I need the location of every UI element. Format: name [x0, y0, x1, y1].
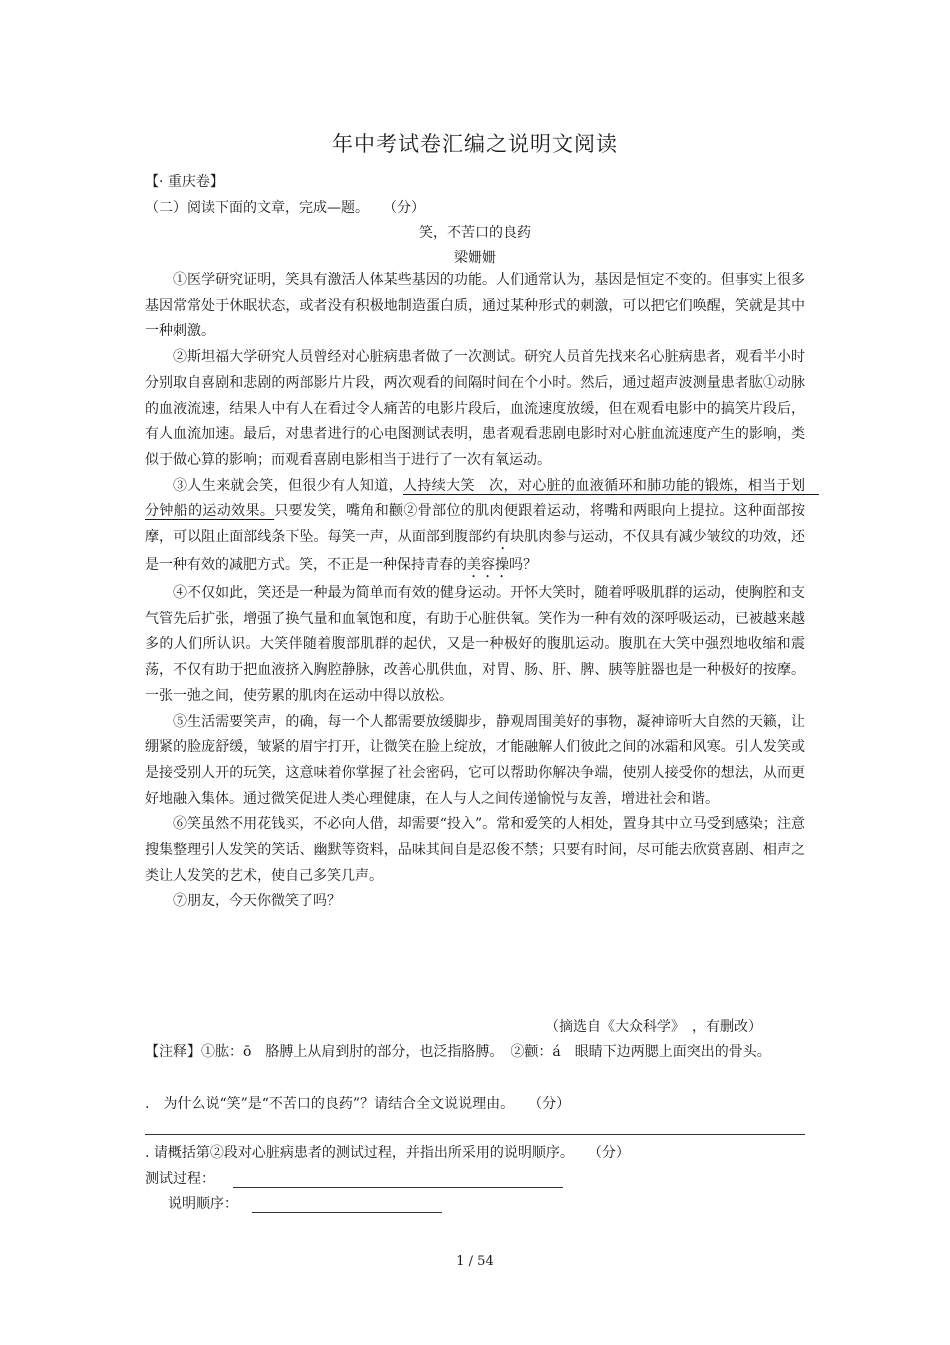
- p3-dotted-word-2: 美容操: [467, 557, 509, 574]
- paragraph-1: ①医学研究证明，笑具有激活人体某些基因的功能。人们通常认为，基因是恒定不变的。但事实上很多基因常常处于休眠状态，或者没有积极地制造蛋白质，通过某种形式的刺激，可以把它们唤醒，笑就是其中一种刺激。: [145, 272, 805, 340]
- question-1: . 为什么说“笑”是“不苦口的良药”？请结合全文说说理由。 （分）: [145, 1096, 571, 1112]
- page-number: 1 / 54: [456, 1254, 494, 1269]
- paragraph-3: [145, 474, 819, 581]
- article-title: 笑，不苦口的良药: [419, 225, 531, 241]
- p3-dotted-word: 有: [496, 529, 511, 546]
- p3-text-d: 吗？: [509, 557, 537, 574]
- annotation-notes: 【注释】①肱：ō 胳膊上从肩到肘的部分，也泛指胳膊。 ②颧：á 眼睛下边两腮上面突出的骨头。: [145, 1044, 771, 1060]
- question-2: . 请概括第②段对心脏病患者的测试过程，并指出所采用的说明顺序。 （分）: [145, 1145, 630, 1161]
- article-source: （摘选自《大众科学》 ，有删改）: [545, 1019, 762, 1035]
- q2-test-label: 测试过程：: [145, 1171, 215, 1187]
- answer-line-q1[interactable]: [145, 1134, 805, 1135]
- q2-test-blank[interactable]: [233, 1173, 563, 1188]
- paragraph-5: ⑤生活需要笑声，的确，每一个人都需要放缓脚步，静观周围美好的事物，凝神谛听大自然的天籁，让绷紧的脸庞舒缓，皱紧的眉宇打开，让微笑在脸上绽放，才能融解人们彼此之间的冰霜和风寒。引人发笑或是接受别人开的玩笑，这意味着你掌握了社会密码，它可以帮助你解决争端，使别人接受你的想法，从而更好地融入集体。通过微笑促进人类心理健康，在人与人之间传递愉悦与友善，增进社会和谐。: [145, 713, 805, 807]
- q2-order: [168, 1193, 442, 1213]
- page-title: 年中考试卷汇编之说明文阅读: [332, 132, 618, 156]
- p3-text-b: 只要发笑，嘴角和颧②骨部位的肌肉便跟着运动，将嘴和两眼向上提拉。这种面部按摩，可以阻止面部线条下坠。每笑一声，从面部到腹部约: [145, 503, 806, 546]
- q2-order-blank[interactable]: [252, 1198, 442, 1213]
- q2-test-process: [145, 1168, 563, 1188]
- article-body: [145, 268, 819, 915]
- p3-text-a: ③人生来就会笑，但很少有人知道，: [173, 477, 403, 494]
- paragraph-7: ⑦朋友，今天你微笑了吗？: [173, 893, 341, 910]
- p3-underlined-sentence: 人持续大笑 次，对心脏的血液循环和肺功能的锻炼，相当于划 分钟船的运动效果。: [145, 477, 819, 520]
- instruction: （二）阅读下面的文章，完成—题。 （分）: [145, 200, 425, 216]
- p3-text-c: 块肌肉参与运动，不仅具有减少皱纹的功效，还是一种有效的减肥方式。笑，不正是一种保持青春的: [145, 529, 806, 574]
- paragraph-4: ④不仅如此，笑还是一种最为简单而有效的健身运动。开怀大笑时，随着呼吸肌群的运动，使胸腔和支气管先后扩张，增强了换气量和血氧饱和度，有助于心脏供氧。笑作为一种有效的深呼吸运动，已被越来越多的人们所认识。大笑伴随着腹部肌群的起伏，又是一种极好的腹肌运动。腹肌在大笑中强烈地收缩和震荡，不仅有助于把血液挤入胸腔静脉，改善心肌供血，对胃、肠、肝、脾、胰等脏器也是一种极好的按摩。一张一弛之间，使劳累的肌肉在运动中得以放松。: [145, 585, 805, 704]
- paragraph-2: ②斯坦福大学研究人员曾经对心脏病患者做了一次测试。研究人员首先找来名心脏病患者，观看半小时分别取自喜剧和悲剧的两部影片片段，两次观看的间隔时间在个小时。然后，通过超声波测量患者肱①动脉的血液流速，结果人中有人在看过令人痛苦的电影片段后，血流速度放缓，但在观看电影中的搞笑片段后，有人血流加速。最后，对患者进行的心电图测试表明，患者观看悲剧电影时对心脏血流速度产生的影响，类似于做心算的影响；而观看喜剧电影相当于进行了一次有氧运动。: [145, 349, 805, 468]
- article-author: 梁姗姗: [454, 250, 496, 266]
- section-label: 【· 重庆卷】: [145, 174, 224, 190]
- paragraph-6: ⑥笑虽然不用花钱买，不必向人借，却需要“投入”。常和爱笑的人相处，置身其中立马受到感染；注意搜集整理引人发笑的笑话、幽默等资料，品味其间自是忍俊不禁；只要有时间，尽可能去欣赏喜剧、相声之类让人发笑的艺术，使自己多笑几声。: [145, 816, 805, 884]
- q2-order-label: 说明顺序：: [168, 1196, 238, 1212]
